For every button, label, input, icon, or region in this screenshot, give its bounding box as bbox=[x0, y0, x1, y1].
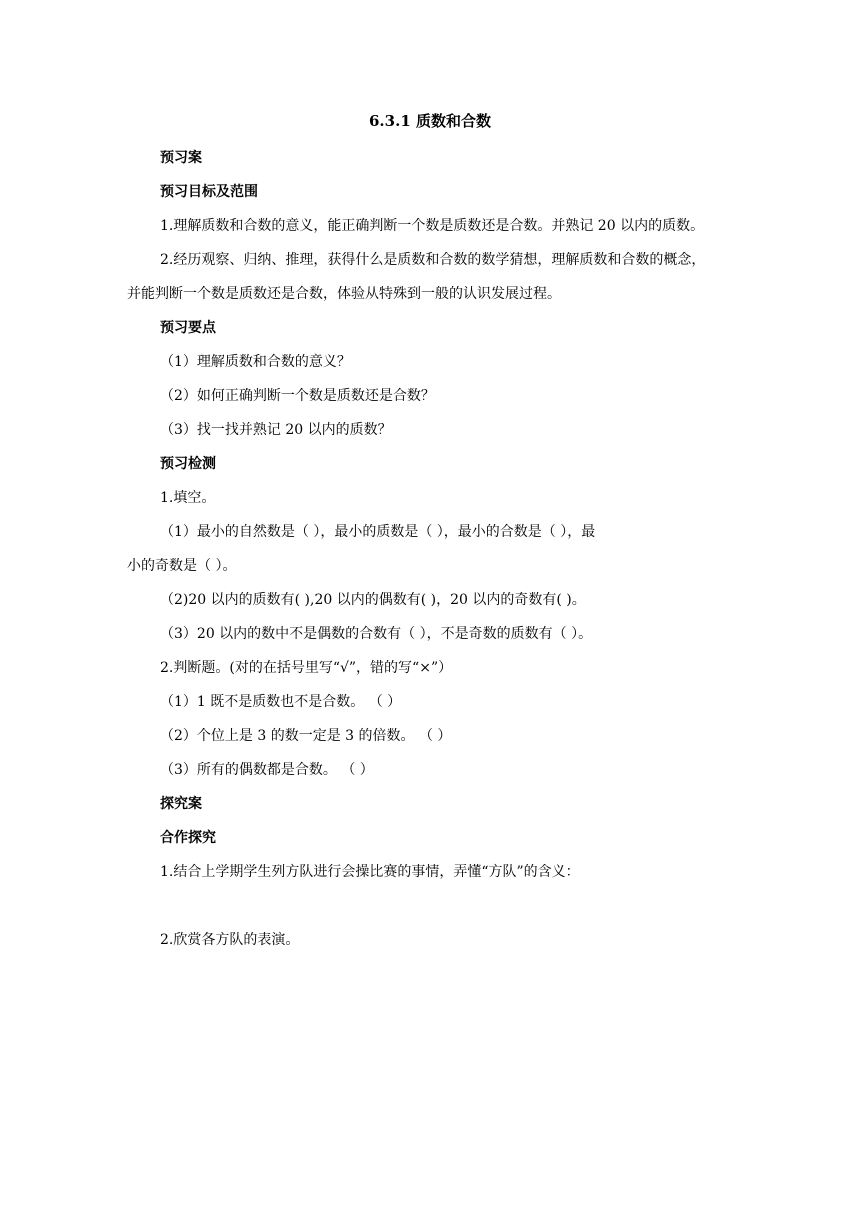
heading-cooperation: 合作探究 bbox=[160, 830, 216, 846]
fill-1-line-1: （1）最小的自然数是（ ），最小的质数是（ ），最小的合数是（ ），最 bbox=[160, 524, 596, 540]
section-explore: 探究案 bbox=[160, 796, 202, 812]
fill-2: （2)20 以内的质数有( ),20 以内的偶数有( )，20 以内的奇数有( )。 bbox=[160, 592, 586, 608]
judge-1: （1）1 既不是质数也不是合数。 （ ） bbox=[160, 694, 402, 710]
judge-3: （3）所有的偶数都是合数。 （ ） bbox=[160, 762, 374, 778]
point-2: （2）如何正确判断一个数是质数还是合数？ bbox=[160, 388, 435, 404]
point-1: （1）理解质数和合数的意义？ bbox=[160, 354, 351, 370]
coop-2: 2.欣赏各方队的表演。 bbox=[160, 932, 300, 948]
goal-1: 1.理解质数和合数的意义，能正确判断一个数是质数还是合数。并熟记 20 以内的质数。 bbox=[160, 218, 705, 234]
heading-goals: 预习目标及范围 bbox=[160, 184, 258, 200]
coop-1: 1.结合上学期学生列方队进行会操比赛的事情，弄懂“方队”的含义： bbox=[160, 864, 580, 880]
judge-2: （2）个位上是 3 的数一定是 3 的倍数。 （ ） bbox=[160, 728, 452, 744]
goal-2-line-1: 2.经历观察、归纳、推理，获得什么是质数和合数的数学猜想，理解质数和合数的概念， bbox=[160, 252, 706, 268]
heading-test: 预习检测 bbox=[160, 456, 216, 472]
goal-2-line-2: 并能判断一个数是质数还是合数，体验从特殊到一般的认识发展过程。 bbox=[127, 286, 561, 302]
page-title: 6.3.1 质数和合数 bbox=[369, 112, 491, 130]
point-3: （3）找一找并熟记 20 以内的质数？ bbox=[160, 422, 392, 438]
section-preview: 预习案 bbox=[160, 150, 202, 166]
heading-key-points: 预习要点 bbox=[160, 320, 216, 336]
judge-heading: 2.判断题。(对的在括号里写“√”，错的写“×”） bbox=[160, 660, 453, 676]
fill-3: （3）20 以内的数中不是偶数的合数有（ ），不是奇数的质数有（ ）。 bbox=[160, 626, 593, 642]
fill-heading: 1.填空。 bbox=[160, 490, 216, 506]
fill-1-line-2: 小的奇数是（ ）。 bbox=[127, 558, 237, 574]
